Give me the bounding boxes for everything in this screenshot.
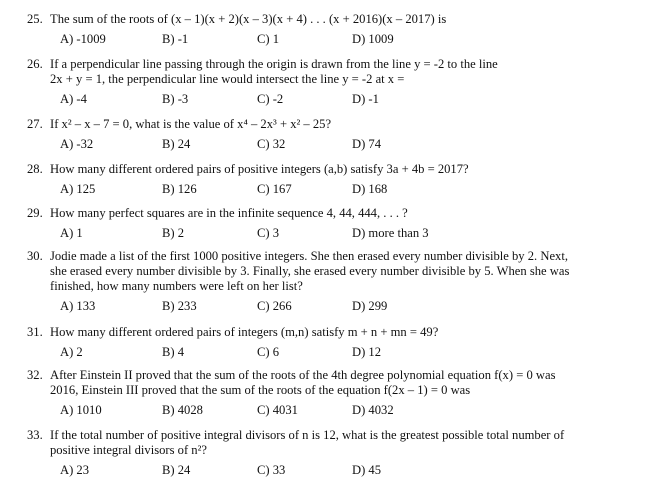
- choice-d[interactable]: D) 1009: [352, 32, 394, 46]
- question-29: [27, 206, 632, 241]
- choice-a[interactable]: A) 1010: [60, 403, 102, 417]
- question-30: [27, 249, 632, 314]
- question-27: [27, 117, 632, 152]
- choice-b[interactable]: B) -1: [162, 32, 189, 46]
- question-text: [27, 117, 632, 132]
- choice-c[interactable]: C) 32: [257, 137, 286, 151]
- question-33: [27, 428, 632, 478]
- choice-b[interactable]: B) 126: [162, 182, 197, 196]
- question-line: If a perpendicular line passing through the origin is drawn from the line y = -2 to the line: [50, 57, 498, 71]
- question-text: [27, 206, 632, 221]
- question-line: How many perfect squares are in the infinite sequence 4, 44, 444, . . . ?: [50, 206, 408, 220]
- answer-choices: [27, 226, 632, 241]
- question-line: How many different ordered pairs of integers (m,n) satisfy m + n + mn = 49?: [50, 325, 439, 339]
- question-text: [27, 162, 632, 177]
- question-line: she erased every number divisible by 3. Finally, she erased every number divisible by 5. When she was: [50, 264, 570, 278]
- choice-d[interactable]: D) 74: [352, 137, 382, 151]
- choice-c[interactable]: C) 167: [257, 182, 292, 196]
- choice-c[interactable]: C) 266: [257, 299, 292, 313]
- question-line: If x² – x – 7 = 0, what is the value of x⁴ – 2x³ + x² – 25?: [50, 117, 332, 131]
- choice-a[interactable]: A) -4: [60, 92, 87, 106]
- answer-choices: [27, 92, 632, 107]
- question-line: Jodie made a list of the first 1000 positive integers. She then erased every number divisible by 2. Next,: [50, 249, 568, 263]
- choice-a[interactable]: A) 2: [60, 345, 83, 359]
- question-32: [27, 368, 632, 418]
- question-31: [27, 325, 632, 360]
- question-text: [27, 57, 632, 72]
- question-number: 32.: [27, 368, 43, 382]
- question-number: 27.: [27, 117, 43, 131]
- choice-c[interactable]: C) 6: [257, 345, 280, 359]
- choice-b[interactable]: B) 4: [162, 345, 185, 359]
- question-line: If the total number of positive integral divisors of n is 12, what is the greatest possible total number of: [50, 428, 565, 442]
- question-line: The sum of the roots of (x – 1)(x + 2)(x – 3)(x + 4) . . . (x + 2016)(x – 2017) is: [50, 12, 447, 26]
- question-number: 28.: [27, 162, 43, 176]
- choice-a[interactable]: A) -1009: [60, 32, 106, 46]
- choice-b[interactable]: B) 4028: [162, 403, 203, 417]
- choice-c[interactable]: C) -2: [257, 92, 284, 106]
- choice-a[interactable]: A) 133: [60, 299, 96, 313]
- choice-a[interactable]: A) 125: [60, 182, 96, 196]
- question-line: positive integral divisors of n²?: [50, 443, 207, 457]
- question-text: [27, 249, 632, 264]
- choice-a[interactable]: A) 23: [60, 463, 90, 477]
- question-25: [27, 12, 632, 47]
- answer-choices: [27, 463, 632, 478]
- answer-choices: [27, 345, 632, 360]
- choice-d[interactable]: D) 45: [352, 463, 382, 477]
- choice-c[interactable]: C) 1: [257, 32, 280, 46]
- choice-b[interactable]: B) 24: [162, 463, 191, 477]
- question-number: 31.: [27, 325, 43, 339]
- answer-choices: [27, 32, 632, 47]
- choice-a[interactable]: A) 1: [60, 226, 83, 240]
- choice-d[interactable]: D) 12: [352, 345, 382, 359]
- question-number: 29.: [27, 206, 43, 220]
- choice-b[interactable]: B) -3: [162, 92, 189, 106]
- choice-d[interactable]: D) 168: [352, 182, 388, 196]
- choice-c[interactable]: C) 4031: [257, 403, 298, 417]
- choice-d[interactable]: D) more than 3: [352, 226, 429, 240]
- question-text: [27, 428, 632, 443]
- choice-d[interactable]: D) 4032: [352, 403, 394, 417]
- choice-d[interactable]: D) 299: [352, 299, 388, 313]
- question-number: 25.: [27, 12, 43, 26]
- question-text: [27, 12, 632, 27]
- choice-b[interactable]: B) 24: [162, 137, 191, 151]
- answer-choices: [27, 182, 632, 197]
- answer-choices: [27, 403, 632, 418]
- question-line: How many different ordered pairs of positive integers (a,b) satisfy 3a + 4b = 2017?: [50, 162, 469, 176]
- choice-b[interactable]: B) 2: [162, 226, 185, 240]
- question-number: 33.: [27, 428, 43, 442]
- choice-b[interactable]: B) 233: [162, 299, 197, 313]
- answer-choices: [27, 299, 632, 314]
- question-26: [27, 57, 632, 107]
- question-line: 2x + y = 1, the perpendicular line would intersect the line y = -2 at x =: [50, 72, 405, 86]
- question-line: After Einstein II proved that the sum of the roots of the 4th degree polynomial equation f(x) = 0 was: [50, 368, 556, 382]
- choice-a[interactable]: A) -32: [60, 137, 94, 151]
- choice-c[interactable]: C) 33: [257, 463, 286, 477]
- question-text: [27, 325, 632, 340]
- choice-c[interactable]: C) 3: [257, 226, 280, 240]
- question-28: [27, 162, 632, 197]
- choice-d[interactable]: D) -1: [352, 92, 379, 106]
- question-line: 2016, Einstein III proved that the sum of the roots of the equation f(2x – 1) = 0 was: [50, 383, 471, 397]
- question-number: 26.: [27, 57, 43, 71]
- question-line: finished, how many numbers were left on her list?: [50, 279, 303, 293]
- question-text: [27, 368, 632, 383]
- answer-choices: [27, 137, 632, 152]
- question-number: 30.: [27, 249, 43, 263]
